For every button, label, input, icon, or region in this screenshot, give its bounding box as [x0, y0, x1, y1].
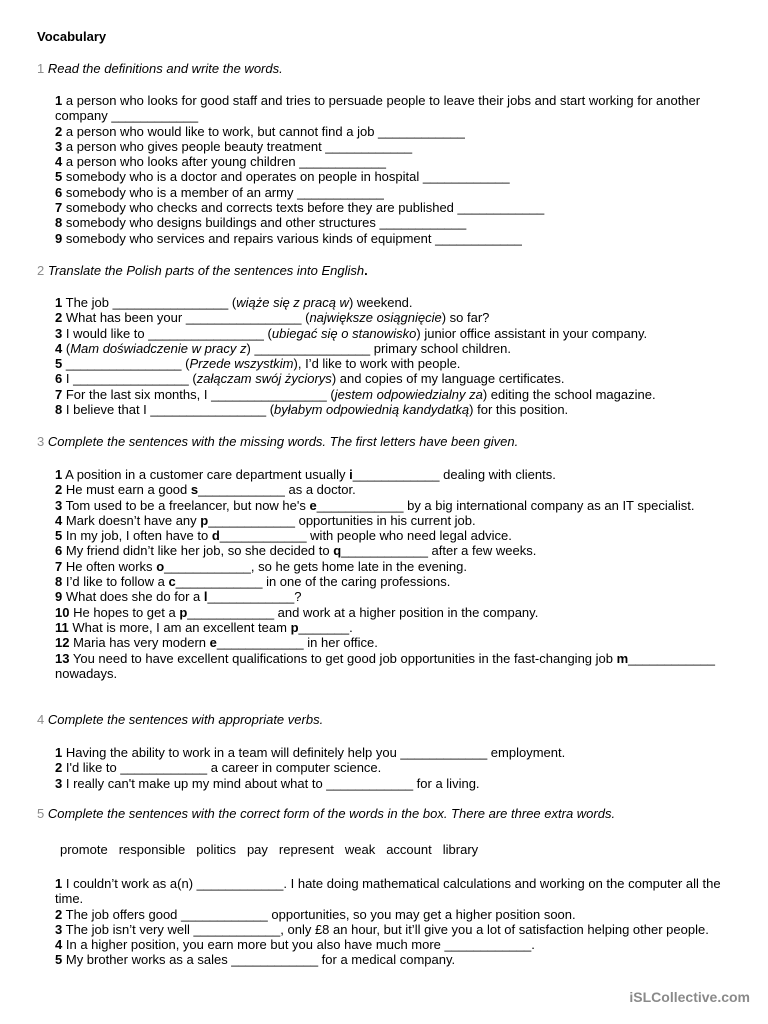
item-text-before: My friend didn’t like her job, so she decided to [65, 543, 334, 559]
item-text: Having the ability to work in a team will definitely help you ____________ employment. [65, 745, 566, 760]
item-number: 5 [55, 169, 63, 185]
word-box-word: represent [278, 842, 334, 857]
item-text-after: ____________ after a few weeks. [341, 543, 537, 559]
polish-phrase: Przede wszystkim [189, 356, 294, 372]
item-number: 7 [55, 200, 63, 216]
item-number: 2 [55, 906, 63, 922]
list-item [55, 513, 735, 528]
list-item [55, 760, 735, 775]
exercise-3-instruction [37, 434, 518, 449]
item-text: The job isn’t very well ____________, only £8 an hour, but it’ll give you a lot of satisfaction helping other people. [65, 921, 709, 937]
item-number: 12 [55, 635, 70, 651]
exercise-1-items [55, 93, 735, 246]
exercise-number: 3 [37, 434, 45, 449]
polish-phrase: Mam doświadczenie w pracy z [70, 340, 247, 356]
instruction-text: Read the definitions and write the words. [47, 61, 283, 76]
item-text-before: Mark doesn’t have any [65, 512, 201, 528]
list-item [55, 620, 735, 635]
list-item [55, 124, 735, 139]
first-letter-hint: d [211, 528, 220, 544]
item-number: 1 [55, 93, 63, 108]
item-number: 10 [55, 604, 70, 620]
item-text: somebody who checks and corrects texts before they are published ____________ [65, 200, 545, 216]
item-number: 1 [55, 467, 63, 482]
list-item [55, 574, 735, 589]
item-text: a person who gives people beauty treatment ____________ [65, 138, 413, 154]
item-text-after: ____________ as a doctor. [198, 482, 356, 498]
list-item [55, 356, 735, 371]
list-item [55, 402, 735, 417]
item-number: 4 [55, 512, 63, 528]
item-text-after: ____________ in her office. [216, 635, 378, 651]
instruction-text: Translate the Polish parts of the sentences into English [47, 263, 365, 278]
list-item [55, 498, 735, 513]
item-number: 5 [55, 356, 63, 372]
item-number: 9 [55, 589, 63, 605]
exercise-2-items [55, 295, 735, 417]
item-text: a person who looks after young children ____________ [65, 154, 387, 170]
item-number: 7 [55, 558, 63, 574]
item-text-after: ____________ with people who need legal advice. [219, 528, 512, 544]
item-number: 5 [55, 952, 63, 968]
list-item [55, 185, 735, 200]
item-text-after: ____________ and work at a higher position in the company. [187, 604, 539, 620]
item-number: 6 [55, 543, 63, 559]
item-number: 3 [55, 325, 63, 341]
item-text-after: ) editing the school magazine. [482, 386, 656, 402]
list-item [55, 776, 735, 791]
word-box-word: weak [344, 842, 376, 857]
exercise-number: 1 [37, 61, 45, 76]
item-number: 3 [55, 138, 63, 154]
item-number: 13 [55, 650, 70, 666]
item-text-before: A position in a customer care department usually [65, 467, 350, 482]
item-number: 2 [55, 760, 63, 776]
item-text: a person who looks for good staff and tries to persuade people to leave their jobs and start working for another company ____________ [55, 93, 701, 124]
list-item [55, 467, 735, 482]
list-item [55, 93, 735, 124]
list-item [55, 139, 735, 154]
item-number: 1 [55, 876, 63, 891]
polish-phrase: byłabym odpowiednią kandydatką [274, 402, 470, 418]
first-letter-hint: i [349, 467, 353, 482]
word-box-word: pay [246, 842, 268, 857]
polish-phrase: załączam swój życiorys [196, 371, 332, 387]
item-text-after: ____________ dealing with clients. [352, 467, 556, 482]
item-text-before: You need to have excellent qualifications to get good job opportunities in the fast-changing job [72, 650, 617, 666]
site-watermark: iSLCollective.com [629, 989, 750, 1005]
list-item [55, 559, 735, 574]
item-text-before: For the last six months, I ________________ ( [65, 386, 335, 402]
item-text: somebody who is a doctor and operates on people in hospital ____________ [65, 169, 510, 185]
list-item [55, 952, 735, 967]
item-number: 4 [55, 154, 63, 170]
first-letter-hint: q [333, 543, 342, 559]
item-text: I couldn’t work as a(n) ____________. I hate doing mathematical calculations and working on the computer all the time. [55, 876, 721, 907]
list-item [55, 310, 735, 325]
list-item [55, 295, 735, 310]
first-letter-hint: p [179, 604, 188, 620]
item-text-before: What does she do for a [65, 589, 204, 605]
item-number: 5 [55, 528, 63, 544]
item-text-after: ____________ nowadays. [55, 650, 715, 681]
item-number: 9 [55, 230, 63, 246]
item-text-before: I would like to ________________ ( [65, 325, 272, 341]
list-item [55, 200, 735, 215]
page-title: Vocabulary [37, 29, 107, 44]
list-item [55, 635, 735, 650]
list-item [55, 371, 735, 386]
item-number: 8 [55, 215, 63, 231]
exercise-5-instruction [37, 806, 615, 821]
first-letter-hint: p [200, 512, 209, 528]
word-box-word: politics [196, 842, 236, 857]
instruction-text: Complete the sentences with the correct form of the words in the box. There are three extra words. [47, 806, 616, 821]
item-number: 2 [55, 310, 63, 326]
exercise-number: 4 [37, 712, 45, 727]
item-text: The job offers good ____________ opportunities, so you may get a higher position soon. [65, 906, 576, 922]
first-letter-hint: e [309, 497, 317, 513]
item-number: 6 [55, 371, 63, 387]
item-number: 1 [55, 295, 63, 310]
exercise-number: 2 [37, 263, 45, 278]
list-item [55, 341, 735, 356]
item-number: 3 [55, 497, 63, 513]
list-item [55, 876, 735, 907]
item-text: somebody who designs buildings and other structures ____________ [65, 215, 467, 231]
item-text-before: What has been your ________________ ( [65, 310, 310, 326]
polish-phrase: wiąże się z pracą w [236, 295, 349, 310]
item-text-after: ____________ by a big international company as an IT specialist. [316, 497, 695, 513]
list-item [55, 387, 735, 402]
list-item [55, 231, 735, 246]
list-item [55, 169, 735, 184]
item-number: 2 [55, 482, 63, 498]
item-text: a person who would like to work, but cannot find a job ____________ [65, 123, 465, 139]
item-text-after: ) junior office assistant in your company. [416, 325, 648, 341]
item-text-after: ____________ opportunities in his current job. [208, 512, 476, 528]
exercise-number: 5 [37, 806, 45, 821]
list-item [55, 937, 735, 952]
first-letter-hint: l [203, 589, 208, 605]
word-box-word: responsible [118, 842, 186, 857]
list-item [55, 215, 735, 230]
item-text-before: Maria has very modern [73, 635, 210, 651]
item-text-before: The job ________________ ( [65, 295, 237, 310]
item-number: 1 [55, 745, 63, 760]
item-text-after: ) and copies of my language certificates. [331, 371, 565, 387]
item-number: 2 [55, 123, 63, 139]
first-letter-hint: s [190, 482, 199, 498]
polish-phrase: największe osiągnięcie [309, 310, 442, 326]
item-text-after: ____________, so he gets home late in the evening. [164, 558, 467, 574]
list-item [55, 543, 735, 558]
instruction-text: Complete the sentences with the missing words. The first letters have been given. [47, 434, 519, 449]
word-box-word: account [386, 842, 432, 857]
list-item [55, 651, 735, 682]
exercise-1-instruction [37, 61, 283, 76]
list-item [55, 907, 735, 922]
exercise-3-items [55, 467, 735, 681]
item-text-after: ____________? [207, 589, 302, 605]
word-box-word: library [442, 842, 479, 857]
item-text: I'd like to ____________ a career in computer science. [65, 760, 382, 776]
item-text-before: I’d like to follow a [65, 574, 169, 590]
item-text-before: Tom used to be a freelancer, but now he's [65, 497, 310, 513]
item-number: 8 [55, 402, 63, 418]
first-letter-hint: p [290, 619, 299, 635]
word-box [60, 842, 489, 857]
item-text-before: He must earn a good [65, 482, 191, 498]
word-box-word: promote [60, 842, 108, 857]
list-item [55, 482, 735, 497]
item-text-after: _______. [298, 619, 353, 635]
exercise-4-instruction [37, 712, 323, 727]
list-item [55, 745, 735, 760]
item-text-before: He often works [65, 558, 157, 574]
item-text-before: ( [65, 340, 71, 356]
item-text-before: ________________ ( [65, 356, 190, 372]
polish-phrase: ubiegać się o stanowisko [271, 325, 417, 341]
first-letter-hint: e [209, 635, 217, 651]
item-number: 8 [55, 574, 63, 590]
item-text-after: ____________ in one of the caring professions. [175, 574, 451, 590]
item-text-after: ), I’d like to work with people. [293, 356, 461, 372]
item-text: I really can't make up my mind about what to ____________ for a living. [65, 775, 480, 791]
item-text-after: ) for this position. [469, 402, 569, 418]
item-text-before: In my job, I often have to [65, 528, 212, 544]
list-item [55, 589, 735, 604]
item-number: 7 [55, 386, 63, 402]
item-number: 6 [55, 184, 63, 200]
item-text-after: ) ________________ primary school children. [246, 340, 512, 356]
item-text-before: I ________________ ( [65, 371, 197, 387]
item-text: My brother works as a sales ____________ for a medical company. [65, 952, 456, 968]
first-letter-hint: o [156, 558, 165, 574]
item-number: 3 [55, 921, 63, 937]
list-item [55, 605, 735, 620]
first-letter-hint: m [616, 650, 629, 666]
item-text: somebody who is a member of an army ____________ [65, 184, 384, 200]
polish-phrase: jestem odpowiedzialny za [334, 386, 483, 402]
item-text-after: ) weekend. [348, 295, 413, 310]
item-number: 4 [55, 937, 63, 953]
first-letter-hint: c [168, 574, 176, 590]
exercise-4-items [55, 745, 735, 791]
item-number: 11 [55, 619, 69, 635]
item-number: 4 [55, 340, 63, 356]
item-text-after: ) so far? [441, 310, 490, 326]
list-item [55, 528, 735, 543]
item-text-before: I believe that I ________________ ( [65, 402, 275, 418]
item-number: 3 [55, 775, 63, 791]
instruction-text: Complete the sentences with appropriate verbs. [47, 712, 324, 727]
exercise-2-instruction [37, 263, 368, 278]
list-item [55, 922, 735, 937]
item-text-before: What is more, I am an excellent team [72, 619, 291, 635]
list-item [55, 154, 735, 169]
exercise-5-items [55, 876, 735, 968]
item-text: In a higher position, you earn more but you also have much more ____________. [65, 937, 535, 953]
item-text-before: He hopes to get a [73, 604, 180, 620]
list-item [55, 326, 735, 341]
item-text: somebody who services and repairs various kinds of equipment ____________ [65, 230, 522, 246]
instruction-period: . [364, 263, 368, 278]
